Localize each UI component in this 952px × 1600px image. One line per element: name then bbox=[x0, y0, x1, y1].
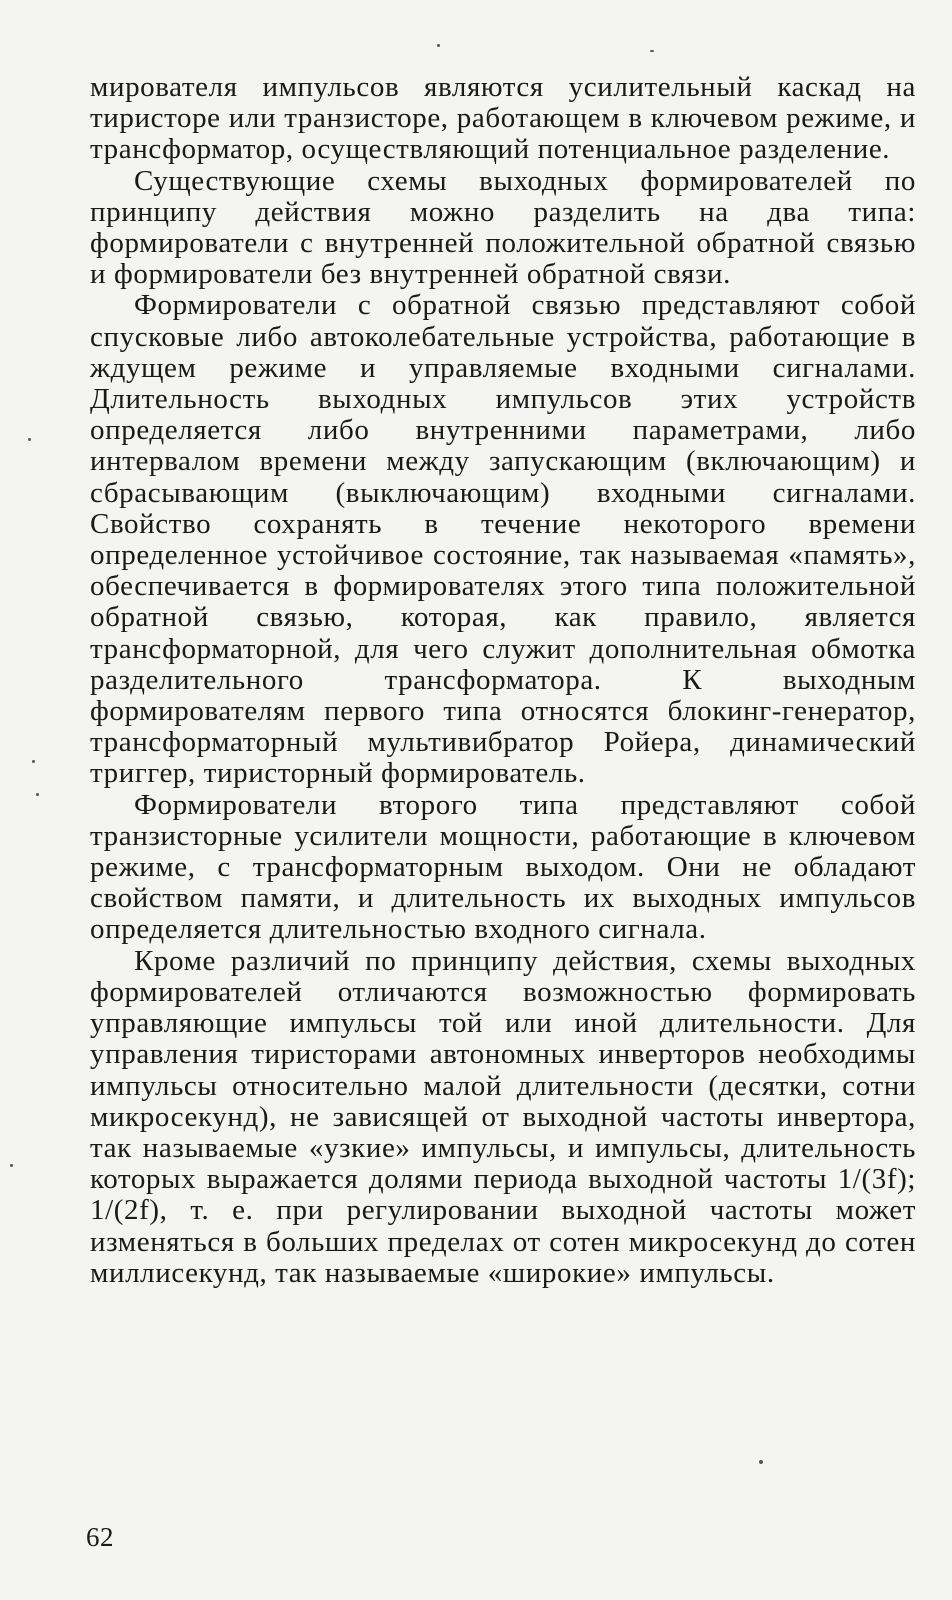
print-speck bbox=[28, 438, 31, 441]
print-speck bbox=[32, 760, 35, 763]
paragraph-pulse-duration: Кроме различий по принципу действия, схемы выходных формирователей отличаются возможностью формировать управляющие импульсы той или иной длительности. Для управления тиристорами автономных инверторов необходимы импульсы относительно малой длительности (десятки, сотни микросекунд), не зависящей от выходной частоты инвертора, так называемые «узкие» импульсы, и импульсы, длительность которых выражается долями периода выходной частоты 1/(3f); 1/(2f), т. е. при регулировании выходной частоты может изменяться в больших пределах от сотен микросекунд до сотен миллисекунд, так называемые «широкие» импульсы. bbox=[90, 944, 916, 1289]
print-speck bbox=[437, 44, 440, 47]
paragraph-feedback-formirovateli: Формирователи с обратной связью представляют собой спусковые либо автоколебательные устройства, работающие в ждущем режиме и управляемые входными сигналами. Длительность выходных импульсов этих устройств определяется либо внутренними параметрами, либо интервалом времени между запускающим (включающим) и сбрасывающим (выключающим) входными сигналами. Свойство сохранять в течение некоторого времени определенное устойчивое состояние, так называемая «память», обеспечивается в формирователях этого типа положительной обратной связью, которая, как правило, является трансформаторной, для чего служит дополнительная обмотка разделительного трансформатора. К выходным формирователям первого типа относятся блокинг-генератор, трансформаторный мультивибратор Ройера, динамический триггер, тиристорный формирователь. bbox=[90, 289, 916, 790]
body-text bbox=[90, 72, 916, 1289]
paragraph-second-type: Формирователи второго типа представляют собой транзисторные усилители мощности, работающие в ключевом режиме, с трансформаторным выходом. Они не обладают свойством памяти, и длительность их выходных импульсов определяется длительностью входного сигнала. bbox=[90, 788, 916, 946]
page-number: 62 bbox=[86, 1522, 114, 1552]
print-speck bbox=[10, 1164, 13, 1167]
print-speck bbox=[650, 50, 654, 52]
paragraph-formirovateli-types: Существующие схемы выходных формирователей по принципу действия можно разделить на два типа: формирователи с внутренней положительной обратной связью и формирователи без внутренней обратной связи. bbox=[90, 164, 916, 291]
print-speck bbox=[36, 793, 39, 796]
paragraph-continuation: мирователя импульсов являются усилительный каскад на тиристоре или транзисторе, работающем в ключевом режиме, и трансформатор, осуществляющий потенциальное разделение. bbox=[90, 71, 916, 166]
print-speck bbox=[759, 1460, 763, 1464]
